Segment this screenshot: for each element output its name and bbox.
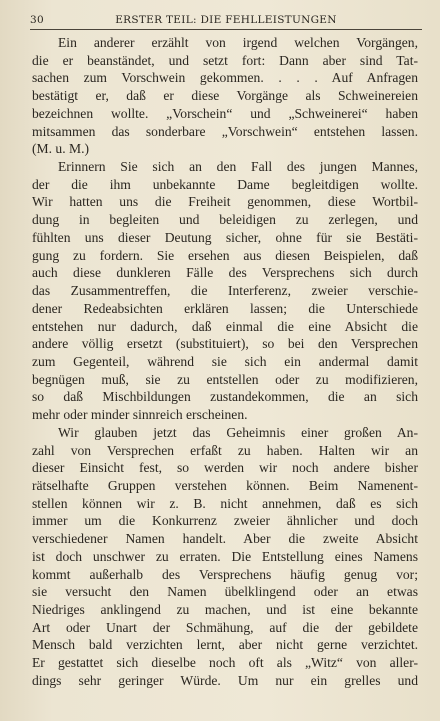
text-line: sachen zum Vorschwein gekommen. . . . Auf Anfragen [32, 70, 418, 86]
text-line: das Zusammentreffen, die Interferenz, zweier verschie- [32, 283, 418, 299]
text-line: (M. u. M.) [32, 141, 90, 157]
text-line: stellen können wir z. B. nicht annehmen, daß es sich [32, 495, 418, 511]
text-line: die er beanständet, und setzt fort: Dann aber sind Tat- [32, 52, 418, 68]
text-line: dings sehr geringer Würde. Um nur ein grelles und [32, 672, 418, 688]
text-line: mehr oder minder sinnreich erscheinen. [32, 407, 248, 423]
text-line: zum Gegenteil, während sie sich ein andermal damit [32, 353, 418, 369]
text-line: dung in begleiten und beleidigen zu zerlegen, und [32, 212, 418, 228]
text-line: bezeichnen wollte. „Vorschein“ und „Schweinerei“ haben [32, 105, 418, 121]
text-line: Er gestattet sich dieselbe noch oft als „Witz“ von aller- [32, 655, 418, 671]
text-line: der die ihm unbekannte Dame begleitdigen wollte. [32, 176, 418, 192]
text-line: Wir hatten uns die Freiheit genommen, diese Wortbil- [32, 194, 418, 210]
text-line: fühlten uns dieser Deutung sicher, ohne für sie Bestäti- [32, 229, 418, 245]
text-line: Ein anderer erzählt von irgend welchen Vorgängen, [58, 35, 418, 50]
running-header [30, 14, 422, 30]
text-line: gung zu fordern. Sie ersehen aus diesen Beispielen, daß [32, 247, 418, 263]
text-line: ist doch unschwer zu erraten. Die Entstellung eines Namens [32, 548, 418, 564]
text-line: Erinnern Sie sich an den Fall des jungen Mannes, [58, 159, 418, 175]
text-line: dener Redeabsichten erklären lassen; die Unterschiede [32, 300, 418, 316]
header-rule [30, 29, 422, 30]
text-line: zahl von Versprechen erfaßt zu haben. Halten wir an [32, 442, 418, 458]
body-text [32, 34, 418, 690]
text-line: entstehen nur dadurch, daß einmal die eine Absicht die [32, 318, 418, 334]
text-line: Wir glauben jetzt das Geheimnis einer großen An- [58, 424, 418, 440]
text-line: Mensch bald verzichten lernt, aber nicht gerne verzichtet. [32, 637, 418, 653]
text-line: dieser Einsicht fest, so werden wir noch andere bisher [32, 460, 418, 476]
text-line: rätselhafte Gruppen verstehen können. Beim Namenent- [32, 477, 418, 493]
running-title: ERSTER TEIL: DIE FEHLLEISTUNGEN [115, 14, 337, 26]
text-line: begnügen muß, sie zu entstellen oder zu modifizieren, [32, 371, 418, 387]
text-line: so daß Mischbildungen zustandekommen, die an sich [32, 389, 418, 405]
page-number: 30 [30, 14, 44, 26]
text-line: andere völlig ersetzt (substituiert), so bei den Versprechen [32, 336, 418, 352]
text-line: Art oder Unart der Schmähung, auf die der gebildete [32, 619, 418, 635]
text-line: immer um die Konkurrenz zweier ähnlicher und doch [32, 513, 418, 529]
text-line: Niedriges anklingend zu machen, und ist eine bekannte [32, 602, 418, 617]
text-line: kommt außerhalb des Versprechens häufig genug vor; [32, 566, 418, 582]
text-line: verschiedener Namen handelt. Aber die zweite Absicht [32, 531, 418, 547]
text-line: mitsammen das sonderbare „Vorschwein“ entstehen lassen. [32, 123, 418, 139]
text-line: bestätigt er, daß er diese Vorgänge als Schweinereien [32, 88, 418, 104]
text-line: auch diese dunkleren Fälle des Versprechens sich durch [32, 265, 418, 281]
text-line: sie versucht den Namen übelklingend oder an etwas [32, 584, 418, 600]
